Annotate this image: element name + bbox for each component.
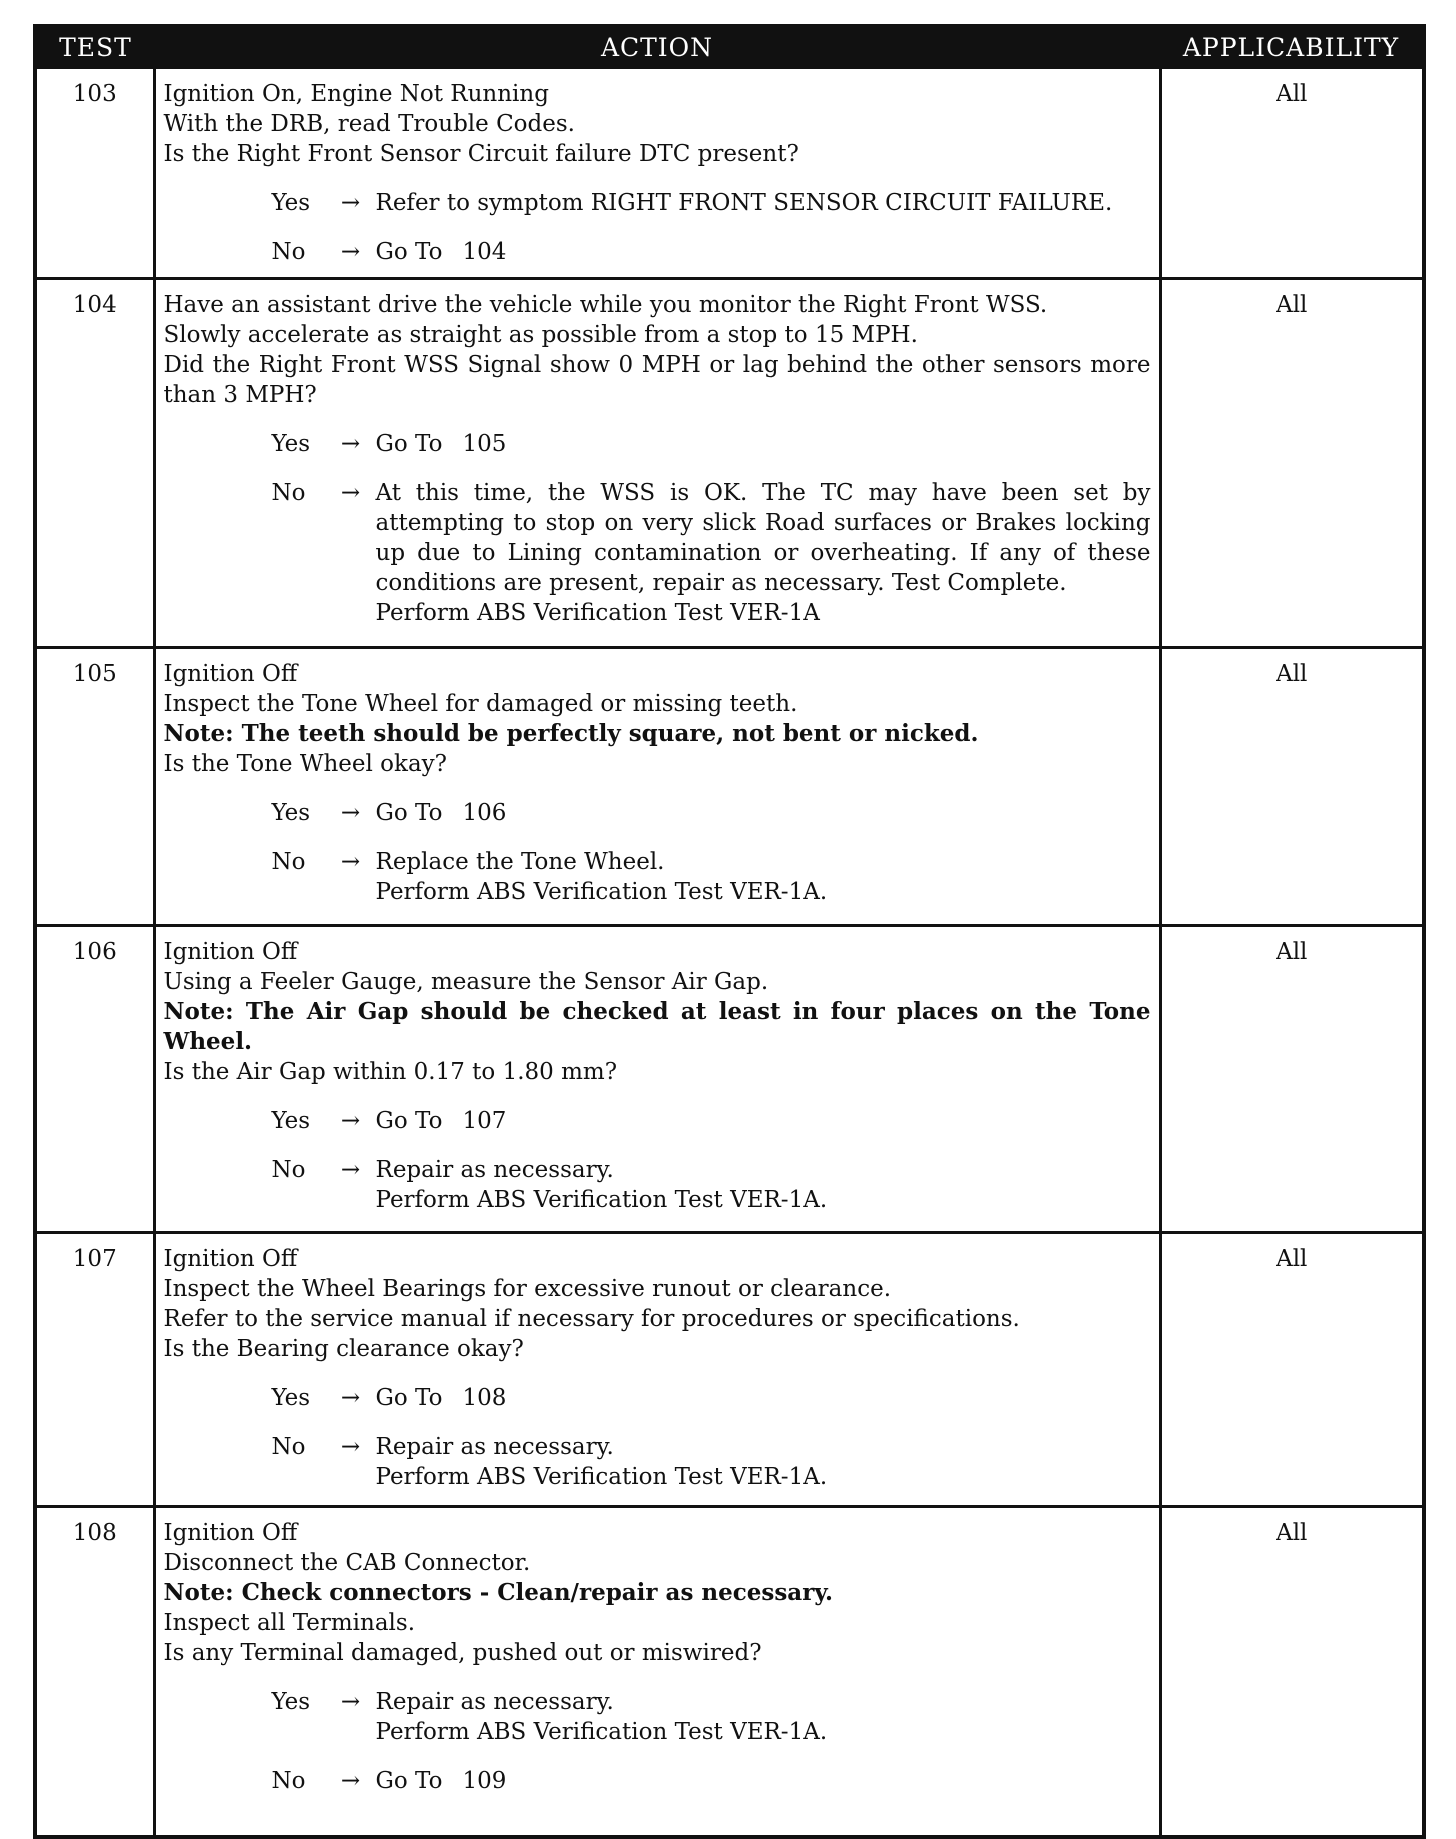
no-result-text: At this time, the WSS is OK. The TC may have been set by attempting to stop on very slick Road surfaces or Brakes locking up due to Lining contamination or overheating. If any of these conditions are present, repair as necessary. Test Complete.	[375, 480, 1151, 596]
table-row-test-106	[35, 926, 1424, 1233]
no-result	[376, 1766, 1151, 1796]
test-number: 103	[35, 68, 154, 279]
arrow-icon: →	[340, 800, 361, 826]
no-answer	[272, 237, 1151, 267]
yes-label: Yes	[271, 190, 311, 216]
no-result	[376, 237, 1151, 267]
table-row-test-107	[35, 1233, 1424, 1507]
no-label: No	[271, 1157, 306, 1183]
goto-label: Go To	[375, 431, 443, 457]
yes-answer	[272, 188, 1151, 218]
yes-result	[376, 798, 1151, 828]
action-step: Have an assistant drive the vehicle while you monitor the Right Front WSS.	[163, 292, 1048, 318]
action-question: Did the Right Front WSS Signal show 0 MPH or lag behind the other sensors more than 3 MPH?	[163, 352, 1151, 408]
no-answer	[272, 1766, 1151, 1796]
applicability-value: All	[1160, 648, 1424, 926]
goto-label: Go To	[375, 239, 443, 265]
action-step: Ignition Off	[163, 1246, 298, 1272]
action-question: Is the Bearing clearance okay?	[163, 1336, 524, 1362]
no-answer	[272, 1432, 1151, 1492]
arrow-icon: →	[340, 1689, 361, 1715]
arrow-icon: →	[340, 1385, 361, 1411]
yes-result-text: Perform ABS Verification Test VER-1A.	[375, 1719, 828, 1745]
action-question: Is the Air Gap within 0.17 to 1.80 mm?	[163, 1059, 618, 1085]
action-cell	[154, 648, 1160, 926]
yes-label: Yes	[271, 800, 311, 826]
action-step: Disconnect the CAB Connector.	[163, 1550, 531, 1576]
arrow-icon: →	[340, 1108, 361, 1134]
applicability-value: All	[1160, 926, 1424, 1233]
yes-label: Yes	[271, 1108, 311, 1134]
yes-result	[376, 1383, 1151, 1413]
test-number: 108	[35, 1507, 154, 1837]
no-answer	[272, 1155, 1151, 1215]
arrow-icon: →	[340, 239, 361, 265]
yes-label: Yes	[271, 1385, 311, 1411]
arrow-icon: →	[340, 849, 361, 875]
action-question: Is any Terminal damaged, pushed out or miswired?	[163, 1640, 762, 1666]
yes-answer	[272, 798, 1151, 828]
action-step: Ignition On, Engine Not Running	[163, 81, 549, 107]
yes-result	[376, 429, 1151, 459]
table-row-test-103	[35, 68, 1424, 279]
test-number: 107	[35, 1233, 154, 1507]
no-result-text: Perform ABS Verification Test VER-1A.	[375, 1187, 828, 1213]
yes-answer	[272, 429, 1151, 459]
applicability-value: All	[1160, 1507, 1424, 1837]
no-result-text: Replace the Tone Wheel.	[375, 849, 665, 875]
no-answer	[272, 847, 1151, 907]
yes-label: Yes	[271, 431, 311, 457]
action-question: Is the Right Front Sensor Circuit failure DTC present?	[163, 141, 799, 167]
table-row-test-104	[35, 279, 1424, 648]
action-cell	[154, 68, 1160, 279]
goto-test-number: 108	[462, 1385, 507, 1411]
goto-label: Go To	[375, 1768, 443, 1794]
goto-label: Go To	[375, 800, 443, 826]
arrow-icon: →	[340, 1434, 361, 1460]
no-label: No	[271, 480, 306, 506]
goto-test-number: 109	[462, 1768, 507, 1794]
column-header-action: ACTION	[154, 26, 1160, 68]
action-step: Inspect the Wheel Bearings for excessive runout or clearance.	[163, 1276, 892, 1302]
note-text: Note: Check connectors - Clean/repair as necessary.	[163, 1579, 834, 1606]
goto-label: Go To	[375, 1108, 443, 1134]
arrow-icon: →	[340, 480, 361, 506]
no-label: No	[271, 1768, 306, 1794]
yes-result	[376, 1687, 1151, 1747]
column-header-test: TEST	[35, 26, 154, 68]
note-text: Note: The teeth should be perfectly square, not bent or nicked.	[163, 720, 979, 747]
yes-result-text: Repair as necessary.	[375, 1689, 614, 1715]
no-result-text: Repair as necessary.	[375, 1434, 614, 1460]
table-row-test-105	[35, 648, 1424, 926]
no-result	[376, 1432, 1151, 1492]
no-label: No	[271, 239, 306, 265]
column-header-applicability: APPLICABILITY	[1160, 26, 1424, 68]
no-label: No	[271, 1434, 306, 1460]
goto-test-number: 105	[462, 431, 507, 457]
arrow-icon: →	[340, 190, 361, 216]
no-answer	[272, 478, 1151, 628]
note-text: Note: The Air Gap should be checked at least in four places on the Tone Wheel.	[163, 998, 1151, 1055]
yes-result: Refer to symptom RIGHT FRONT SENSOR CIRCUIT FAILURE.	[375, 190, 1113, 216]
action-cell	[154, 279, 1160, 648]
yes-label: Yes	[271, 1689, 311, 1715]
yes-result	[376, 1106, 1151, 1136]
test-number: 104	[35, 279, 154, 648]
no-result-text: Repair as necessary.	[375, 1157, 614, 1183]
action-step: Ignition Off	[163, 939, 298, 965]
action-step: Using a Feeler Gauge, measure the Sensor Air Gap.	[163, 969, 769, 995]
action-step: With the DRB, read Trouble Codes.	[163, 111, 575, 137]
yes-answer	[272, 1687, 1151, 1747]
action-step: Slowly accelerate as straight as possible from a stop to 15 MPH.	[163, 322, 918, 348]
action-step: Refer to the service manual if necessary for procedures or specifications.	[163, 1306, 1020, 1332]
table-row-test-108	[35, 1507, 1424, 1837]
arrow-icon: →	[340, 431, 361, 457]
goto-test-number: 107	[462, 1108, 507, 1134]
action-step: Ignition Off	[163, 1520, 298, 1546]
action-step: Ignition Off	[163, 661, 298, 687]
applicability-value: All	[1160, 68, 1424, 279]
action-cell	[154, 1233, 1160, 1507]
goto-label: Go To	[375, 1385, 443, 1411]
arrow-icon: →	[340, 1768, 361, 1794]
goto-test-number: 104	[462, 239, 507, 265]
action-step: Inspect the Tone Wheel for damaged or missing teeth.	[163, 691, 798, 717]
table-header-row	[35, 26, 1424, 68]
applicability-value: All	[1160, 1233, 1424, 1507]
action-question: Is the Tone Wheel okay?	[163, 751, 447, 777]
applicability-value: All	[1160, 279, 1424, 648]
no-result	[376, 847, 1151, 907]
diagnostic-test-table	[33, 24, 1426, 1839]
goto-test-number: 106	[462, 800, 507, 826]
no-result-text: Perform ABS Verification Test VER-1A	[375, 600, 820, 626]
action-step: Inspect all Terminals.	[163, 1610, 416, 1636]
action-cell	[154, 926, 1160, 1233]
test-number: 105	[35, 648, 154, 926]
arrow-icon: →	[340, 1157, 361, 1183]
no-result	[376, 1155, 1151, 1215]
action-cell	[154, 1507, 1160, 1837]
no-result-text: Perform ABS Verification Test VER-1A.	[375, 1464, 828, 1490]
yes-answer	[272, 1106, 1151, 1136]
test-number: 106	[35, 926, 154, 1233]
no-result-text: Perform ABS Verification Test VER-1A.	[375, 879, 828, 905]
no-result	[376, 478, 1151, 628]
no-label: No	[271, 849, 306, 875]
yes-answer	[272, 1383, 1151, 1413]
